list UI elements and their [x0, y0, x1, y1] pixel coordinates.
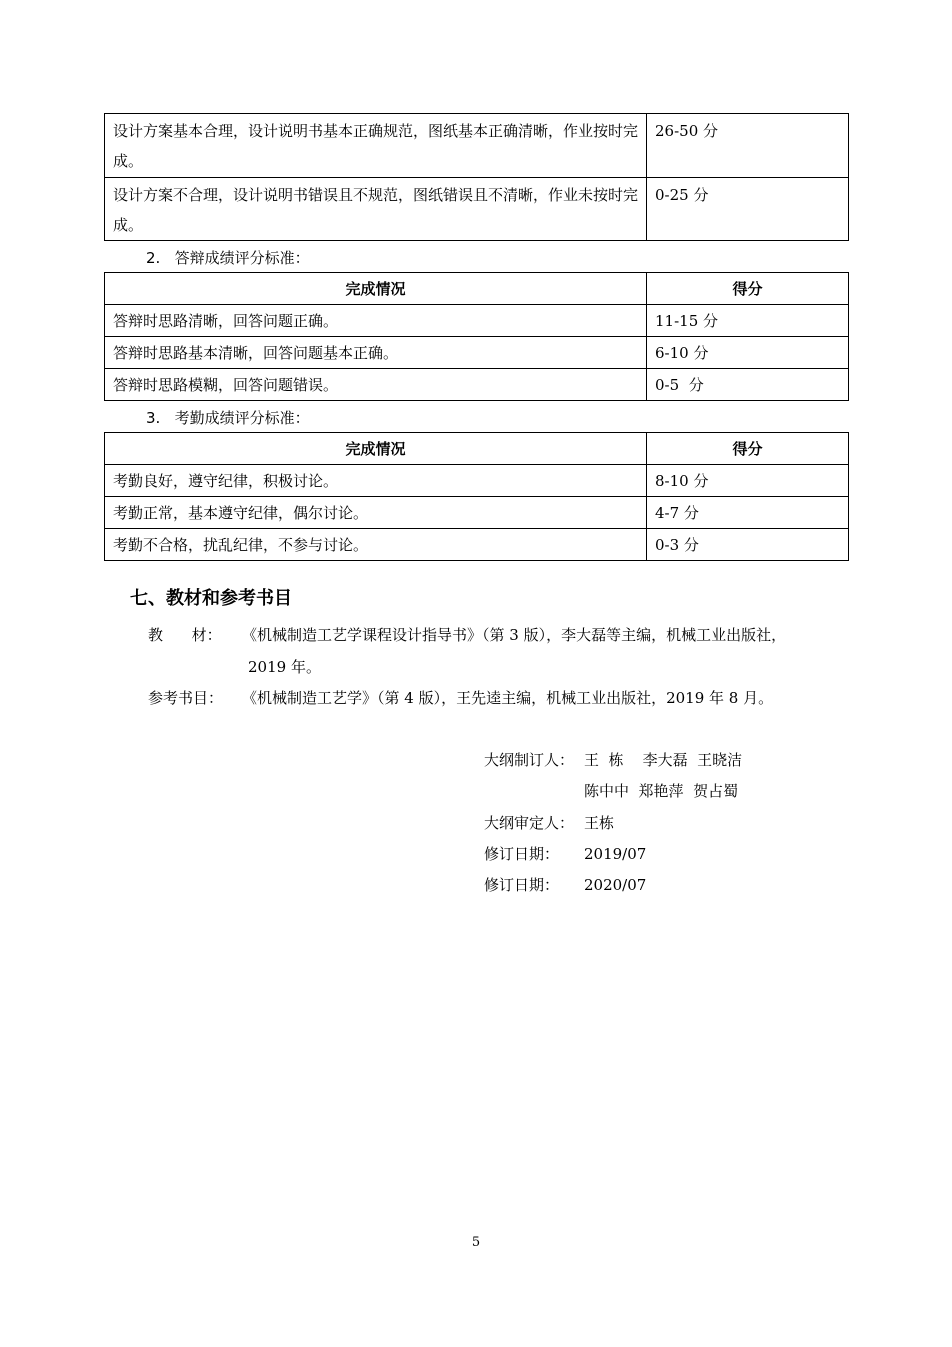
reviewer-label: 大纲审定人：	[484, 814, 575, 832]
textbook-text: 《机械制造工艺学课程设计指导书》（第 3 版），李大磊等主编，机械工业出版社，	[242, 626, 787, 644]
table-header-row	[105, 433, 849, 465]
criteria-cell: 答辩时思路清晰，回答问题正确。	[105, 305, 647, 337]
revision-date-label: 修订日期：	[484, 876, 560, 894]
score-cell: 11-15 分	[647, 305, 849, 337]
attendance-score-table	[104, 432, 849, 561]
textbook-label: 教 材：	[148, 626, 222, 644]
reviewer-name: 王栋	[584, 814, 615, 832]
criteria-cell: 考勤良好，遵守纪律，积极讨论。	[105, 465, 647, 497]
table-row	[105, 369, 849, 401]
table-row	[105, 337, 849, 369]
table-row	[105, 305, 849, 337]
table-row	[105, 178, 849, 241]
attendance-criteria-caption: 3. 考勤成绩评分标准：	[146, 409, 310, 427]
criteria-cell: 考勤不合格，扰乱纪律，不参与讨论。	[105, 529, 647, 561]
authors-names-cont: 陈中中 郑艳萍 贺占蜀	[584, 782, 739, 800]
column-header: 完成情况	[105, 273, 647, 305]
page-number: 5	[471, 1235, 481, 1250]
column-header: 完成情况	[105, 433, 647, 465]
score-cell: 0-3 分	[647, 529, 849, 561]
score-cell: 8-10 分	[647, 465, 849, 497]
criteria-cell: 设计方案基本合理，设计说明书基本正确规范，图纸基本正确清晰，作业按时完成。	[105, 114, 647, 178]
table-row	[105, 465, 849, 497]
criteria-cell: 考勤正常，基本遵守纪律，偶尔讨论。	[105, 497, 647, 529]
table-header-row	[105, 273, 849, 305]
score-cell: 26-50 分	[647, 114, 849, 178]
score-cell: 6-10 分	[647, 337, 849, 369]
criteria-cell: 设计方案不合理，设计说明书错误且不规范，图纸错误且不清晰，作业未按时完成。	[105, 178, 647, 241]
revision-date: 2020/07	[584, 876, 647, 894]
table-row	[105, 114, 849, 178]
revision-date-label: 修订日期：	[484, 845, 560, 863]
score-cell: 0-25 分	[647, 178, 849, 241]
reference-label: 参考书目：	[148, 689, 224, 707]
defense-criteria-caption: 2. 答辩成绩评分标准：	[146, 249, 310, 267]
revision-date: 2019/07	[584, 845, 647, 863]
criteria-cell: 答辩时思路基本清晰，回答问题基本正确。	[105, 337, 647, 369]
column-header: 得分	[647, 273, 849, 305]
criteria-cell: 答辩时思路模糊，回答问题错误。	[105, 369, 647, 401]
textbook-text-cont: 2019 年。	[248, 658, 321, 676]
authors-label: 大纲制订人：	[484, 751, 575, 769]
reference-text: 《机械制造工艺学》（第 4 版），王先逵主编，机械工业出版社，2019 年 8 月。	[242, 689, 774, 707]
score-cell: 0-5 分	[647, 369, 849, 401]
column-header: 得分	[647, 433, 849, 465]
score-cell: 4-7 分	[647, 497, 849, 529]
table-row	[105, 497, 849, 529]
section-heading: 七、教材和参考书目	[130, 588, 292, 609]
defense-score-table	[104, 272, 849, 401]
design-score-table	[104, 113, 849, 241]
table-row	[105, 529, 849, 561]
authors-names: 王 栋 李大磊 王晓洁	[584, 751, 743, 769]
